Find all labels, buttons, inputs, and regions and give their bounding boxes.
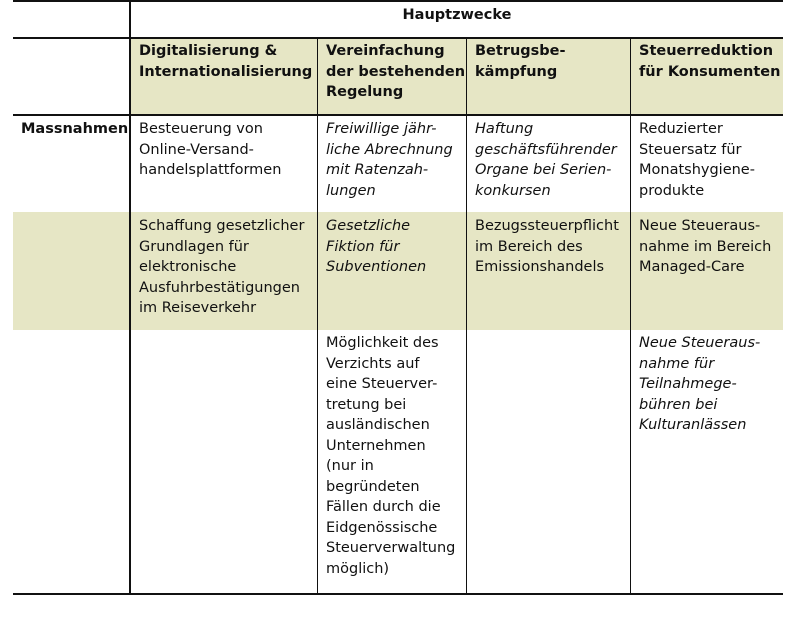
row-label-massnahmen: Massnahmen xyxy=(21,121,129,137)
header-col-steuerreduktion: Steuerreduktion für Konsumenten xyxy=(639,43,781,80)
cell-r1-c2: Freiwillige jähr- liche Abrechnung mit Ratenzah- lungen xyxy=(326,121,453,199)
cell-r1-c4: Reduzierter Steuersatz für Monatshygiene- produkte xyxy=(639,121,755,199)
cell-r2-c3: Bezugssteuerpflicht im Bereich des Emissionshandels xyxy=(475,218,619,275)
cell-r1-c3: Haftung geschäftsführender Organe bei Serien- konkursen xyxy=(475,121,617,199)
header-col-vereinfachung: Vereinfachung der bestehenden Regelung xyxy=(326,43,466,100)
cell-r1-c1: Besteuerung von Online-Versand- handelsplattformen xyxy=(139,121,282,178)
rule-col-3 xyxy=(466,38,467,593)
cell-r2-c2: Gesetzliche Fiktion für Subventionen xyxy=(326,218,427,275)
rule-col-4 xyxy=(630,38,631,593)
header-col-betrugsbekaempfung: Betrugsbe- kämpfung xyxy=(475,43,566,80)
cell-r3-c2: Möglichkeit des Verzichts auf eine Steuerver- tretung bei ausländischen Unternehmen (nur in begründeten Fällen durch die Eidgenössische Steuerverwaltung möglich) xyxy=(326,335,456,577)
cell-r3-c4: Neue Steueraus- nahme für Teilnahmege- bühren bei Kulturanlässen xyxy=(639,335,761,433)
header-group-title: Hauptzwecke xyxy=(402,7,512,23)
rule-col-2 xyxy=(317,38,318,593)
cell-r2-c4: Neue Steueraus- nahme im Bereich Managed-Care xyxy=(639,218,772,275)
rule-col-label xyxy=(129,0,131,595)
header-col-digitalisierung: Digitalisierung & Internationalisierung xyxy=(139,43,313,80)
cell-r2-c1: Schaffung gesetzlicher Grundlagen für elektronische Ausfuhrbestätigungen im Reiseverkehr xyxy=(139,218,305,316)
